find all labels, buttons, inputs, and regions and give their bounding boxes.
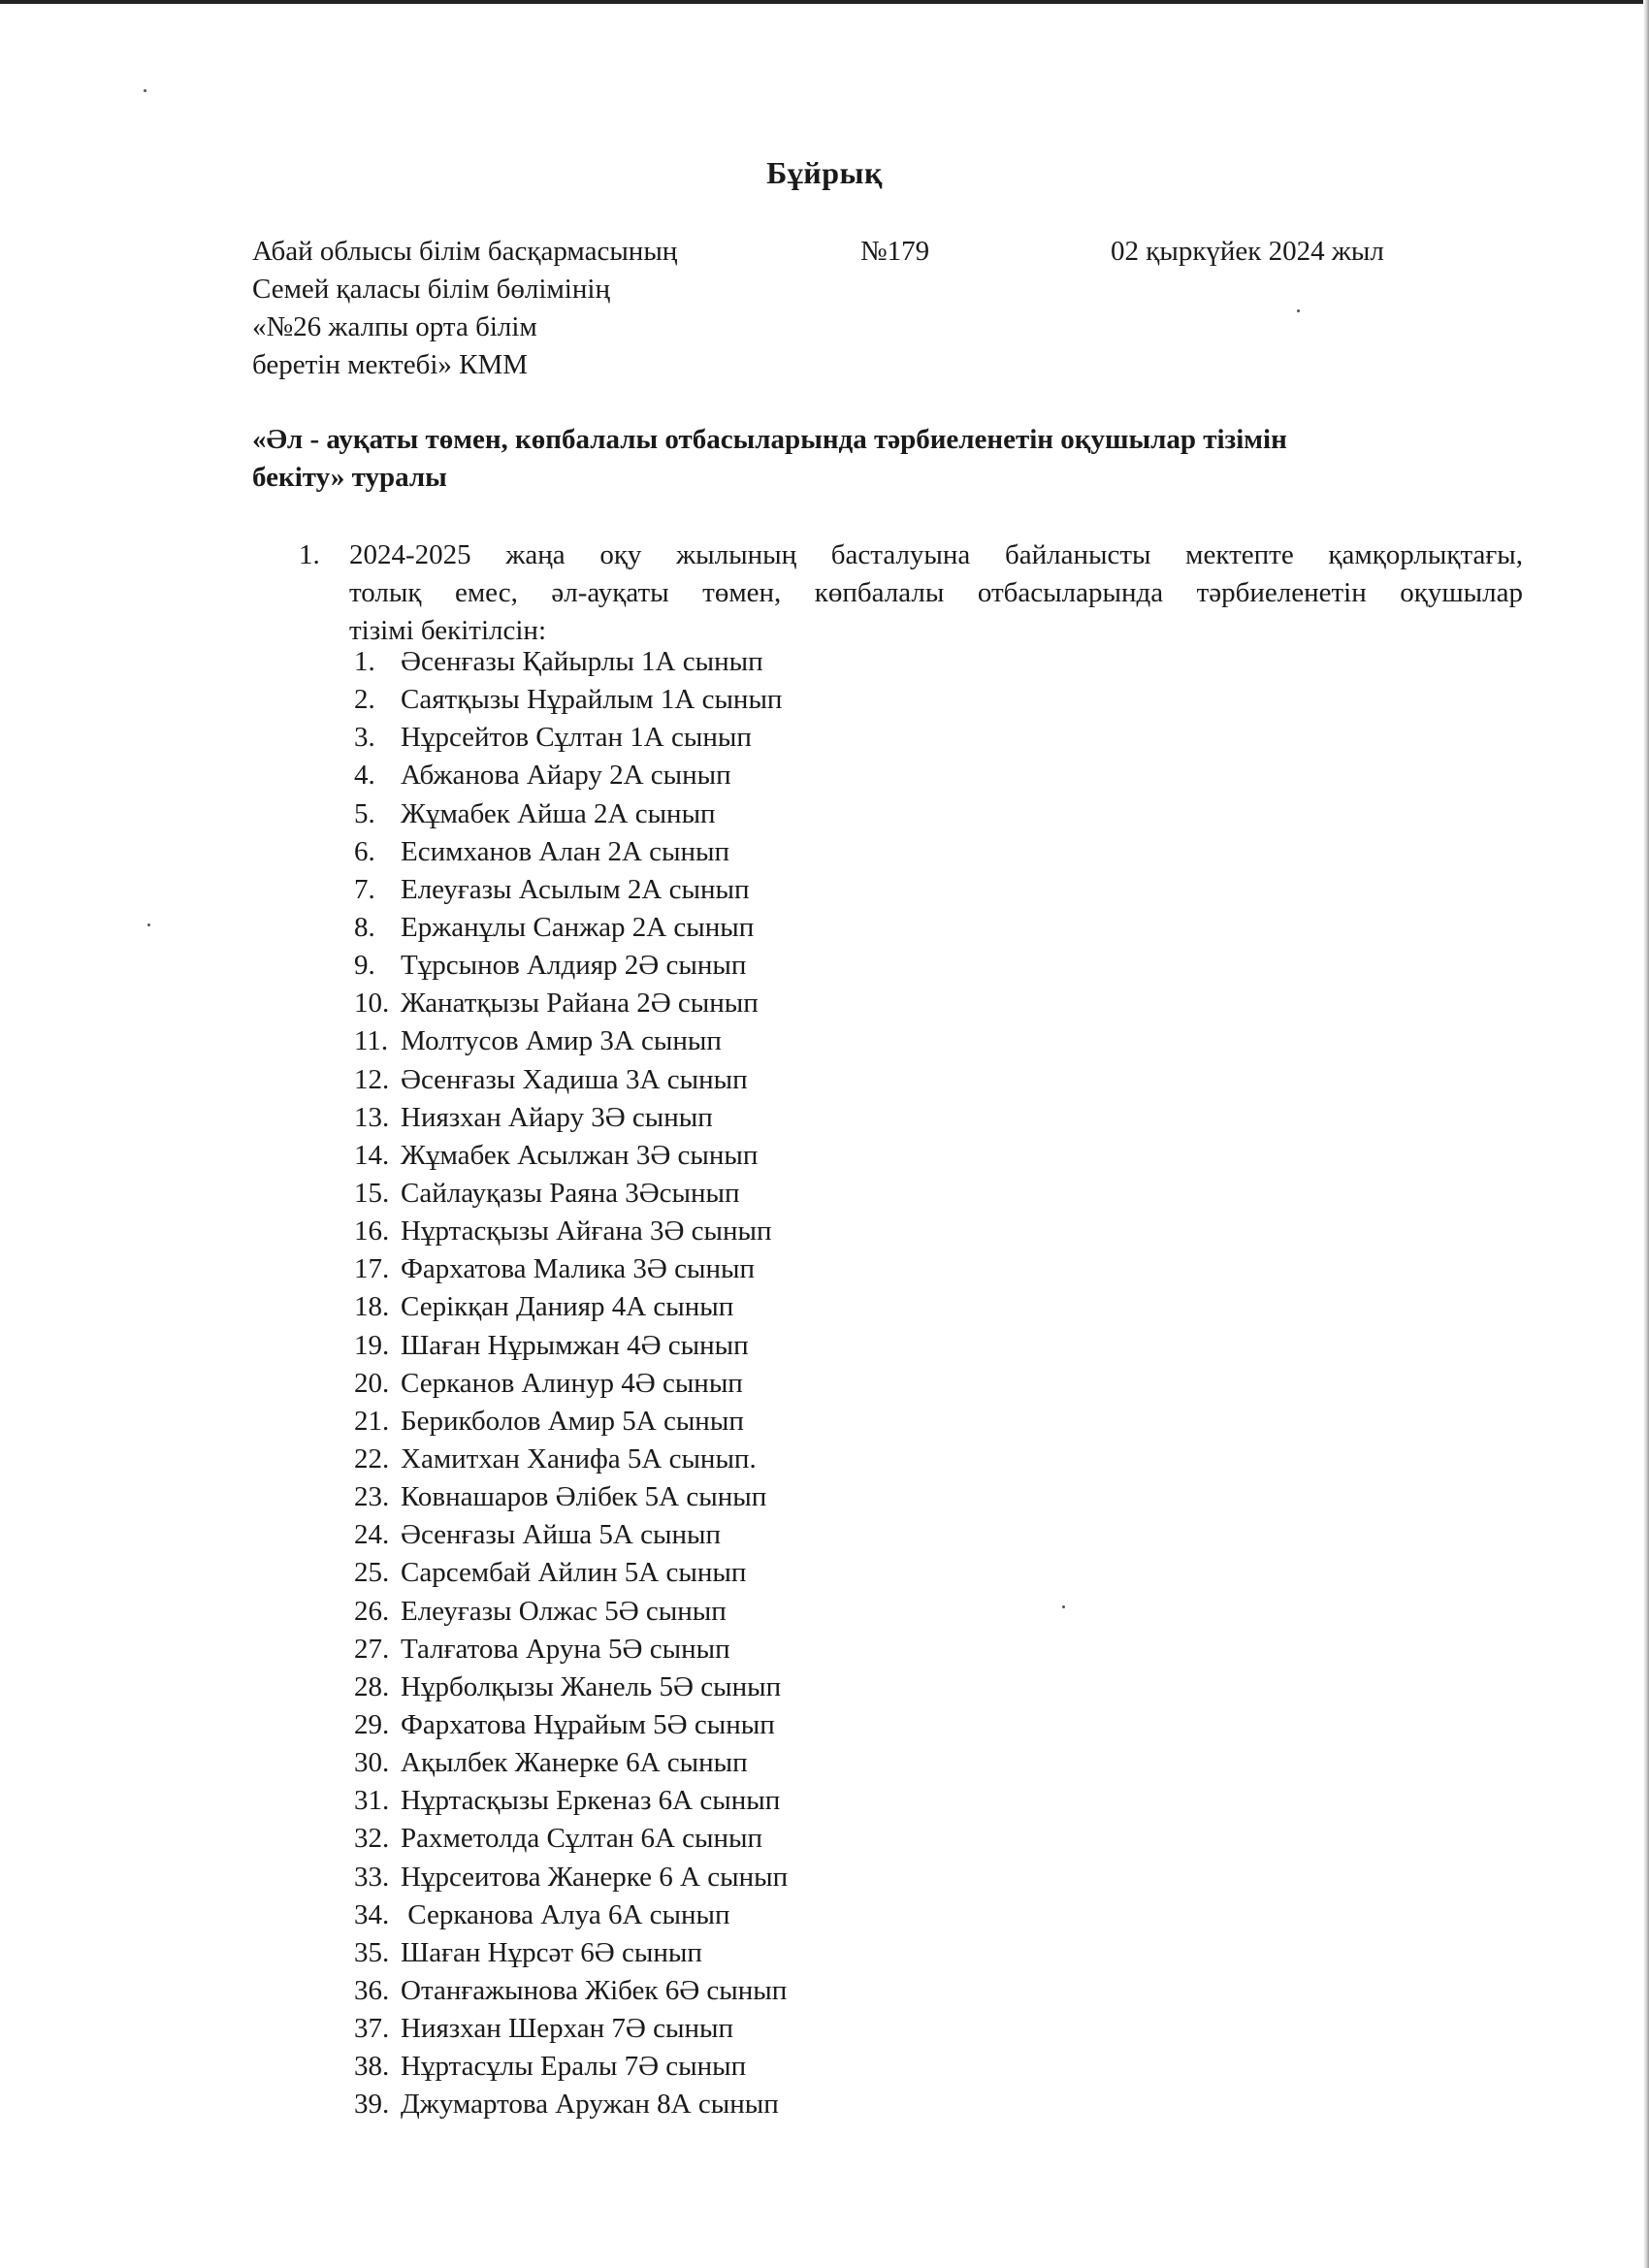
list-item xyxy=(354,1820,788,1858)
list-item xyxy=(354,757,788,794)
list-item-number: 18. xyxy=(354,1291,390,1323)
list-item-number: 4. xyxy=(354,760,375,792)
paragraph-line: толық емес, әл-ауқаты төмен, көпбалалы отбасыларында тәрбиеленетін оқушылар xyxy=(349,577,1523,608)
list-item-text: Әсенғазы Хадиша 3А сынып xyxy=(401,1063,748,1095)
list-item-text: Әсенғазы Қайырлы 1А сынып xyxy=(401,646,763,677)
list-item xyxy=(354,2086,788,2123)
list-item-text: Нұртасқызы Айғана 3Ә сынып xyxy=(401,1215,772,1247)
list-item-text: Рахметолда Сұлтан 6А сынып xyxy=(401,1823,763,1855)
list-item-number: 25. xyxy=(354,1557,390,1589)
list-item xyxy=(354,2010,788,2048)
list-item-number: 13. xyxy=(354,1101,390,1133)
list-item-number: 39. xyxy=(354,2089,390,2121)
list-item-text: Ниязхан Айару 3Ә сынып xyxy=(401,1101,713,1133)
list-item xyxy=(354,985,788,1022)
list-item-text: Есимханов Алан 2А сынып xyxy=(401,835,730,867)
list-item-text: Серканова Алуа 6А сынып xyxy=(401,1898,730,1930)
list-item-number: 29. xyxy=(354,1708,390,1740)
list-item xyxy=(354,1782,788,1820)
list-item xyxy=(354,1061,788,1099)
list-item xyxy=(354,2048,788,2086)
list-item-text: Сайлауқазы Раяна 3Әсынып xyxy=(401,1177,740,1209)
issuer-block xyxy=(252,233,677,384)
list-item-number: 38. xyxy=(354,2051,390,2083)
list-item xyxy=(354,719,788,757)
list-item-text: Серканов Алинур 4Ә сынып xyxy=(401,1367,743,1399)
list-item xyxy=(354,1441,788,1478)
list-item xyxy=(354,1365,788,1403)
list-item xyxy=(354,1934,788,1972)
list-item-text: Берикболов Амир 5А сынып xyxy=(401,1405,744,1437)
list-item-text: Молтусов Амир 3А сынып xyxy=(401,1025,722,1057)
list-item-text: Отанғажынова Жібек 6Ә сынып xyxy=(401,1974,788,2006)
list-item-text: Жұмабек Асылжан 3Ә сынып xyxy=(401,1139,759,1171)
list-item-number: 2. xyxy=(354,684,375,716)
list-item xyxy=(354,1669,788,1706)
list-item xyxy=(354,947,788,985)
issuer-line: Абай облысы білім басқармасының xyxy=(252,236,678,267)
issuer-line: «№26 жалпы орта білім xyxy=(252,311,537,342)
list-item-number: 32. xyxy=(354,1823,390,1855)
list-item xyxy=(354,1859,788,1896)
list-item-number: 19. xyxy=(354,1329,390,1361)
list-item xyxy=(354,1744,788,1782)
order-date: 02 қыркүйек 2024 жыл xyxy=(1111,236,1384,267)
paragraph-line: тізімі бекітілсін: xyxy=(349,615,546,646)
list-item-text: Саятқызы Нұрайлым 1А сынып xyxy=(401,684,783,716)
list-item xyxy=(354,1022,788,1060)
list-item xyxy=(354,1896,788,1934)
list-item-text: Елеуғазы Олжас 5Ә сынып xyxy=(401,1595,727,1627)
list-item-number: 23. xyxy=(354,1481,390,1513)
list-item xyxy=(354,1327,788,1365)
list-item-text: Ақылбек Жанерке 6А сынып xyxy=(401,1747,748,1779)
list-item-number: 14. xyxy=(354,1139,390,1171)
list-item xyxy=(354,795,788,833)
item-number: 1. xyxy=(299,539,320,570)
subject-line: «Әл - ауқаты төмен, көпбалалы отбасыларында тәрбиеленетін оқушылар тізімін xyxy=(252,424,1287,455)
list-item-number: 20. xyxy=(354,1367,390,1399)
list-item xyxy=(354,1706,788,1744)
list-item-number: 10. xyxy=(354,988,390,1020)
list-item-text: Хамитхан Ханифа 5А сынып. xyxy=(401,1442,757,1474)
list-item-number: 26. xyxy=(354,1595,390,1627)
list-item-number: 6. xyxy=(354,835,375,867)
list-item-number: 33. xyxy=(354,1861,390,1893)
list-item-text: Шаған Нұрымжан 4Ә сынып xyxy=(401,1329,749,1361)
list-item-text: Серікқан Данияр 4А сынып xyxy=(401,1291,734,1323)
list-item xyxy=(354,871,788,909)
list-item-text: Фархатова Малика 3Ә сынып xyxy=(401,1253,755,1285)
list-item-number: 1. xyxy=(354,646,375,677)
list-item xyxy=(354,833,788,871)
list-item-number: 8. xyxy=(354,911,375,943)
list-item xyxy=(354,1213,788,1250)
list-item-number: 12. xyxy=(354,1063,390,1095)
list-item-number: 16. xyxy=(354,1215,390,1247)
list-item-text: Талғатова Аруна 5Ә сынып xyxy=(401,1633,730,1665)
list-item-number: 35. xyxy=(354,1936,390,1968)
list-item xyxy=(354,1972,788,2010)
item-paragraph xyxy=(349,536,1523,650)
order-subject xyxy=(252,421,1533,497)
list-item xyxy=(354,1554,788,1592)
list-item xyxy=(354,1099,788,1137)
list-item-number: 9. xyxy=(354,950,375,982)
list-item xyxy=(354,1137,788,1175)
list-item-text: Тұрсынов Алдияр 2Ә сынып xyxy=(401,950,747,982)
list-item-number: 27. xyxy=(354,1633,390,1665)
scan-edge-right xyxy=(1643,0,1649,2268)
list-item-number: 11. xyxy=(354,1025,389,1057)
list-item-number: 15. xyxy=(354,1177,390,1209)
list-item xyxy=(354,1403,788,1441)
list-item-text: Шаған Нұрсәт 6Ә сынып xyxy=(401,1936,702,1968)
list-item-text: Нұрсеитова Жанерке 6 А сынып xyxy=(401,1861,789,1893)
document-title: Бұйрық xyxy=(766,155,883,190)
list-item xyxy=(354,1288,788,1326)
order-number: №179 xyxy=(860,236,930,267)
list-item-number: 28. xyxy=(354,1670,390,1702)
list-item-text: Әсенғазы Айша 5А сынып xyxy=(401,1519,722,1551)
list-item-text: Нұртасқызы Еркеназ 6А сынып xyxy=(401,1785,781,1817)
list-item-number: 24. xyxy=(354,1519,390,1551)
list-item-text: Фархатова Нұрайым 5Ә сынып xyxy=(401,1708,775,1740)
list-item-text: Ержанұлы Санжар 2А сынып xyxy=(401,911,755,943)
list-item-text: Ковнашаров Әлібек 5А сынып xyxy=(401,1481,767,1513)
list-item-number: 7. xyxy=(354,873,375,905)
list-item-text: Жұмабек Айша 2А сынып xyxy=(401,797,716,829)
list-item xyxy=(354,1631,788,1669)
list-item-number: 17. xyxy=(354,1253,390,1285)
list-item-number: 21. xyxy=(354,1405,390,1437)
list-item-number: 3. xyxy=(354,722,375,754)
list-item-text: Нұртасұлы Ералы 7Ә сынып xyxy=(401,2051,747,2083)
list-item-text: Ниязхан Шерхан 7Ә сынып xyxy=(401,2013,733,2045)
list-item xyxy=(354,1175,788,1213)
list-item xyxy=(354,643,788,681)
list-item-text: Елеуғазы Асылым 2А сынып xyxy=(401,873,750,905)
list-item xyxy=(354,1250,788,1288)
subject-line: бекіту» туралы xyxy=(252,462,447,493)
list-item-text: Жанатқызы Райана 2Ә сынып xyxy=(401,988,759,1020)
list-item-number: 31. xyxy=(354,1785,390,1817)
scan-edge-top xyxy=(0,0,1649,4)
list-item xyxy=(354,1593,788,1631)
list-item xyxy=(354,1516,788,1554)
list-item-text: Нұрсейтов Сұлтан 1А сынып xyxy=(401,722,752,754)
issuer-line: беретін мектебі» КММ xyxy=(252,349,529,380)
list-item-number: 30. xyxy=(354,1747,390,1779)
list-item-number: 34. xyxy=(354,1898,390,1930)
list-item-text: Джумартова Аружан 8А сынып xyxy=(401,2089,779,2121)
list-item-number: 37. xyxy=(354,2013,390,2045)
list-item xyxy=(354,1478,788,1516)
list-item-text: Нұрболқызы Жанель 5Ә сынып xyxy=(401,1670,782,1702)
student-list xyxy=(354,643,788,2123)
list-item-text: Абжанова Айару 2А сынып xyxy=(401,760,731,792)
list-item-text: Сарсембай Айлин 5А сынып xyxy=(401,1557,747,1589)
issuer-line: Семей қаласы білім бөлімінің xyxy=(252,274,610,305)
list-item-number: 5. xyxy=(354,797,375,829)
list-item xyxy=(354,909,788,947)
list-item xyxy=(354,681,788,719)
list-item-number: 22. xyxy=(354,1442,390,1474)
list-item-number: 36. xyxy=(354,1974,390,2006)
paragraph-line: 2024-2025 жаңа оқу жылының басталуына байланысты мектепте қамқорлықтағы, xyxy=(349,539,1523,570)
